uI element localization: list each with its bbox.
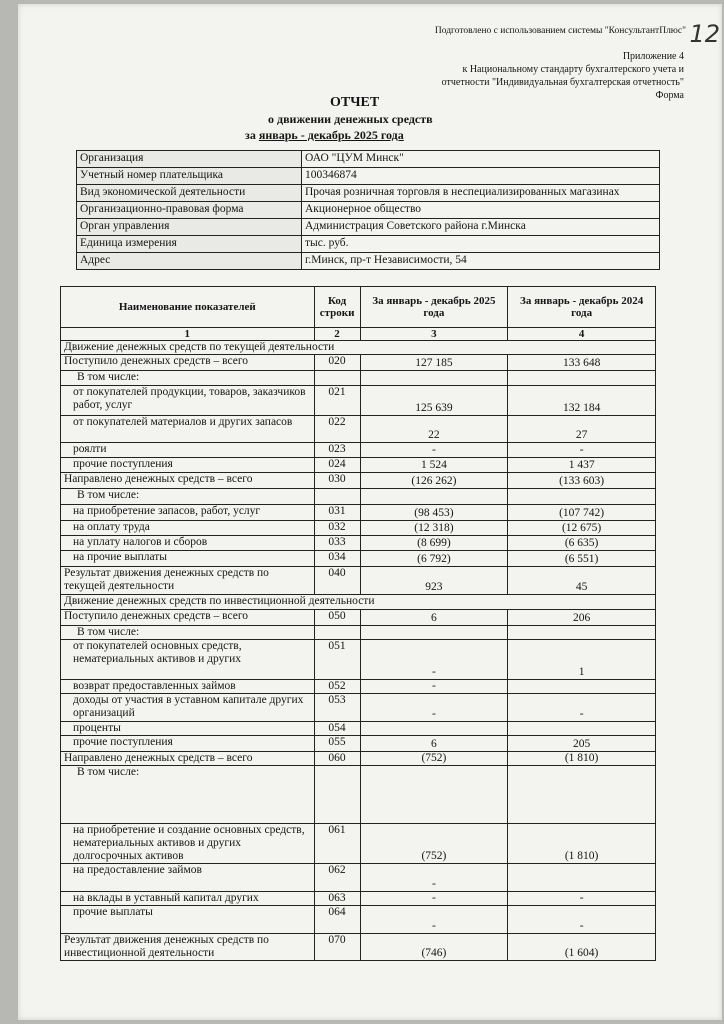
row-name: Направлено денежных средств – всего xyxy=(61,473,315,489)
row-code: 022 xyxy=(314,416,360,443)
value-previous: (12 675) xyxy=(508,521,656,536)
info-row xyxy=(77,168,660,185)
value-current: 6 xyxy=(360,610,508,626)
value-current: - xyxy=(360,640,508,680)
value-current: 125 639 xyxy=(360,386,508,416)
report-subtitle: о движении денежных средств xyxy=(268,112,433,126)
info-row xyxy=(77,236,660,253)
header-current: За январь - декабрь 2025 года xyxy=(360,287,508,328)
table-row xyxy=(61,766,656,824)
row-code: 054 xyxy=(314,722,360,736)
period-value: январь - декабрь 2025 года xyxy=(258,128,404,142)
row-code: 060 xyxy=(314,752,360,766)
table-row xyxy=(61,752,656,766)
handwritten-page-number: 12 xyxy=(689,20,720,48)
value-previous: 1 437 xyxy=(508,458,656,473)
col-number: 1 xyxy=(61,328,315,341)
value-current: (6 792) xyxy=(360,551,508,567)
value-current: (8 699) xyxy=(360,536,508,551)
section-title: Движение денежных средств по инвестиционной деятельности xyxy=(61,595,656,610)
value-previous: 27 xyxy=(508,416,656,443)
col-number: 4 xyxy=(508,328,656,341)
section-title: Движение денежных средств по текущей деятельности xyxy=(61,341,656,355)
value-previous xyxy=(508,722,656,736)
row-name: на уплату налогов и сборов xyxy=(61,536,315,551)
value-previous: - xyxy=(508,694,656,722)
row-code: 050 xyxy=(314,610,360,626)
table-row xyxy=(61,640,656,680)
row-name: на предоставление займов xyxy=(61,864,315,892)
info-value: Администрация Советского района г.Минска xyxy=(302,219,660,236)
value-previous: (1 810) xyxy=(508,824,656,864)
row-code xyxy=(314,766,360,824)
row-name: роялти xyxy=(61,443,315,458)
appendix-line: к Национальному стандарту бухгалтерского учета и xyxy=(462,64,684,75)
value-previous: (6 551) xyxy=(508,551,656,567)
header-name: Наименование показателей xyxy=(61,287,315,328)
value-previous: 206 xyxy=(508,610,656,626)
table-row xyxy=(61,505,656,521)
row-code: 033 xyxy=(314,536,360,551)
row-name: прочие поступления xyxy=(61,736,315,752)
row-name: В том числе: xyxy=(61,489,315,505)
row-code: 030 xyxy=(314,473,360,489)
table-row xyxy=(61,521,656,536)
value-current: - xyxy=(360,892,508,906)
value-previous xyxy=(508,489,656,505)
info-value: г.Минск, пр-т Независимости, 54 xyxy=(302,253,660,270)
value-current: (126 262) xyxy=(360,473,508,489)
row-code xyxy=(314,489,360,505)
info-label: Единица измерения xyxy=(77,236,302,253)
value-previous: 133 648 xyxy=(508,355,656,371)
value-current: 22 xyxy=(360,416,508,443)
value-current: (12 318) xyxy=(360,521,508,536)
value-current: 6 xyxy=(360,736,508,752)
value-previous xyxy=(508,371,656,386)
info-label: Вид экономической деятельности xyxy=(77,185,302,202)
value-previous: (1 604) xyxy=(508,934,656,961)
row-name: от покупателей материалов и других запасов xyxy=(61,416,315,443)
section-row xyxy=(61,341,656,355)
row-code: 032 xyxy=(314,521,360,536)
row-name: В том числе: xyxy=(61,766,315,824)
value-current xyxy=(360,371,508,386)
value-previous xyxy=(508,766,656,824)
value-current: - xyxy=(360,443,508,458)
value-previous: (107 742) xyxy=(508,505,656,521)
table-row xyxy=(61,892,656,906)
value-current: - xyxy=(360,864,508,892)
header-code: Код строки xyxy=(314,287,360,328)
row-name: Направлено денежных средств – всего xyxy=(61,752,315,766)
value-current xyxy=(360,722,508,736)
row-code xyxy=(314,626,360,640)
row-name: на вклады в уставный капитал других xyxy=(61,892,315,906)
info-label: Адрес xyxy=(77,253,302,270)
row-code: 064 xyxy=(314,906,360,934)
table-row xyxy=(61,473,656,489)
row-name: доходы от участия в уставном капитале других организаций xyxy=(61,694,315,722)
value-current xyxy=(360,626,508,640)
appendix-line: Приложение 4 xyxy=(622,51,684,62)
row-code: 021 xyxy=(314,386,360,416)
row-code: 024 xyxy=(314,458,360,473)
info-row xyxy=(77,253,660,270)
value-current xyxy=(360,489,508,505)
row-name: на оплату труда xyxy=(61,521,315,536)
row-code: 053 xyxy=(314,694,360,722)
value-previous: 132 184 xyxy=(508,386,656,416)
info-row xyxy=(77,185,660,202)
value-current: - xyxy=(360,680,508,694)
table-row xyxy=(61,736,656,752)
value-current: 1 524 xyxy=(360,458,508,473)
row-name: прочие поступления xyxy=(61,458,315,473)
value-current: (746) xyxy=(360,934,508,961)
row-name: Поступило денежных средств – всего xyxy=(61,610,315,626)
table-row xyxy=(61,536,656,551)
value-current: 923 xyxy=(360,567,508,595)
value-previous: (6 635) xyxy=(508,536,656,551)
cash-flow-table xyxy=(60,286,656,961)
row-code: 040 xyxy=(314,567,360,595)
table-row xyxy=(61,824,656,864)
report-period xyxy=(245,128,404,143)
table-row xyxy=(61,906,656,934)
info-label: Организация xyxy=(77,151,302,168)
row-name: на приобретение и создание основных средств, нематериальных активов и других долгосрочных активов xyxy=(61,824,315,864)
table-row xyxy=(61,416,656,443)
table-row xyxy=(61,934,656,961)
row-code: 031 xyxy=(314,505,360,521)
table-row xyxy=(61,458,656,473)
row-code: 020 xyxy=(314,355,360,371)
value-previous xyxy=(508,680,656,694)
table-row xyxy=(61,722,656,736)
table-row xyxy=(61,626,656,640)
row-code xyxy=(314,371,360,386)
info-value: ОАО "ЦУМ Минск" xyxy=(302,151,660,168)
row-name: Поступило денежных средств – всего xyxy=(61,355,315,371)
info-label: Учетный номер плательщика xyxy=(77,168,302,185)
row-code: 055 xyxy=(314,736,360,752)
row-name: Результат движения денежных средств по инвестиционной деятельности xyxy=(61,934,315,961)
row-name: от покупателей продукции, товаров, заказчиков работ, услуг xyxy=(61,386,315,416)
appendix-line: Форма xyxy=(655,90,684,101)
info-row xyxy=(77,219,660,236)
value-current xyxy=(360,766,508,824)
value-current: - xyxy=(360,694,508,722)
row-code: 052 xyxy=(314,680,360,694)
header-previous: За январь - декабрь 2024 года xyxy=(508,287,656,328)
column-number-row xyxy=(61,328,656,341)
row-name: Результат движения денежных средств по текущей деятельности xyxy=(61,567,315,595)
row-code: 051 xyxy=(314,640,360,680)
row-name: В том числе: xyxy=(61,371,315,386)
table-row xyxy=(61,489,656,505)
info-value: тыс. руб. xyxy=(302,236,660,253)
organization-info-table xyxy=(76,150,660,270)
row-name: на приобретение запасов, работ, услуг xyxy=(61,505,315,521)
value-current: (752) xyxy=(360,752,508,766)
info-value: Прочая розничная торговля в неспециализированных магазинах xyxy=(302,185,660,202)
row-code: 063 xyxy=(314,892,360,906)
value-previous: (1 810) xyxy=(508,752,656,766)
report-title: ОТЧЕТ xyxy=(330,95,380,110)
col-number: 2 xyxy=(314,328,360,341)
table-row xyxy=(61,680,656,694)
row-name: прочие выплаты xyxy=(61,906,315,934)
appendix-block xyxy=(442,50,684,102)
info-row xyxy=(77,151,660,168)
table-row xyxy=(61,610,656,626)
table-row xyxy=(61,386,656,416)
row-code: 061 xyxy=(314,824,360,864)
period-prefix: за xyxy=(245,128,256,142)
value-previous: 1 xyxy=(508,640,656,680)
table-row xyxy=(61,694,656,722)
table-row xyxy=(61,371,656,386)
value-previous: - xyxy=(508,892,656,906)
info-value: 100346874 xyxy=(302,168,660,185)
row-name: от покупателей основных средств, нематериальных активов и других xyxy=(61,640,315,680)
value-previous: (133 603) xyxy=(508,473,656,489)
table-header-row xyxy=(61,287,656,328)
info-label: Организационно-правовая форма xyxy=(77,202,302,219)
row-name: В том числе: xyxy=(61,626,315,640)
row-code: 034 xyxy=(314,551,360,567)
section-row xyxy=(61,595,656,610)
row-name: возврат предоставленных займов xyxy=(61,680,315,694)
value-previous: 205 xyxy=(508,736,656,752)
table-row xyxy=(61,567,656,595)
row-name: на прочие выплаты xyxy=(61,551,315,567)
table-row xyxy=(61,551,656,567)
info-label: Орган управления xyxy=(77,219,302,236)
appendix-line: отчетности "Индивидуальная бухгалтерская отчетность" xyxy=(441,77,684,88)
row-code: 070 xyxy=(314,934,360,961)
value-current: - xyxy=(360,906,508,934)
value-previous: 45 xyxy=(508,567,656,595)
value-current: (98 453) xyxy=(360,505,508,521)
row-name: проценты xyxy=(61,722,315,736)
value-previous: - xyxy=(508,443,656,458)
table-row xyxy=(61,355,656,371)
row-code: 023 xyxy=(314,443,360,458)
value-previous xyxy=(508,626,656,640)
table-row xyxy=(61,443,656,458)
value-current: 127 185 xyxy=(360,355,508,371)
value-previous xyxy=(508,864,656,892)
table-row xyxy=(61,864,656,892)
prepared-note: Подготовлено с использованием системы "КонсультантПлюс" xyxy=(434,26,686,36)
row-code: 062 xyxy=(314,864,360,892)
info-row xyxy=(77,202,660,219)
info-value: Акционерное общество xyxy=(302,202,660,219)
value-current: (752) xyxy=(360,824,508,864)
value-previous: - xyxy=(508,906,656,934)
col-number: 3 xyxy=(360,328,508,341)
